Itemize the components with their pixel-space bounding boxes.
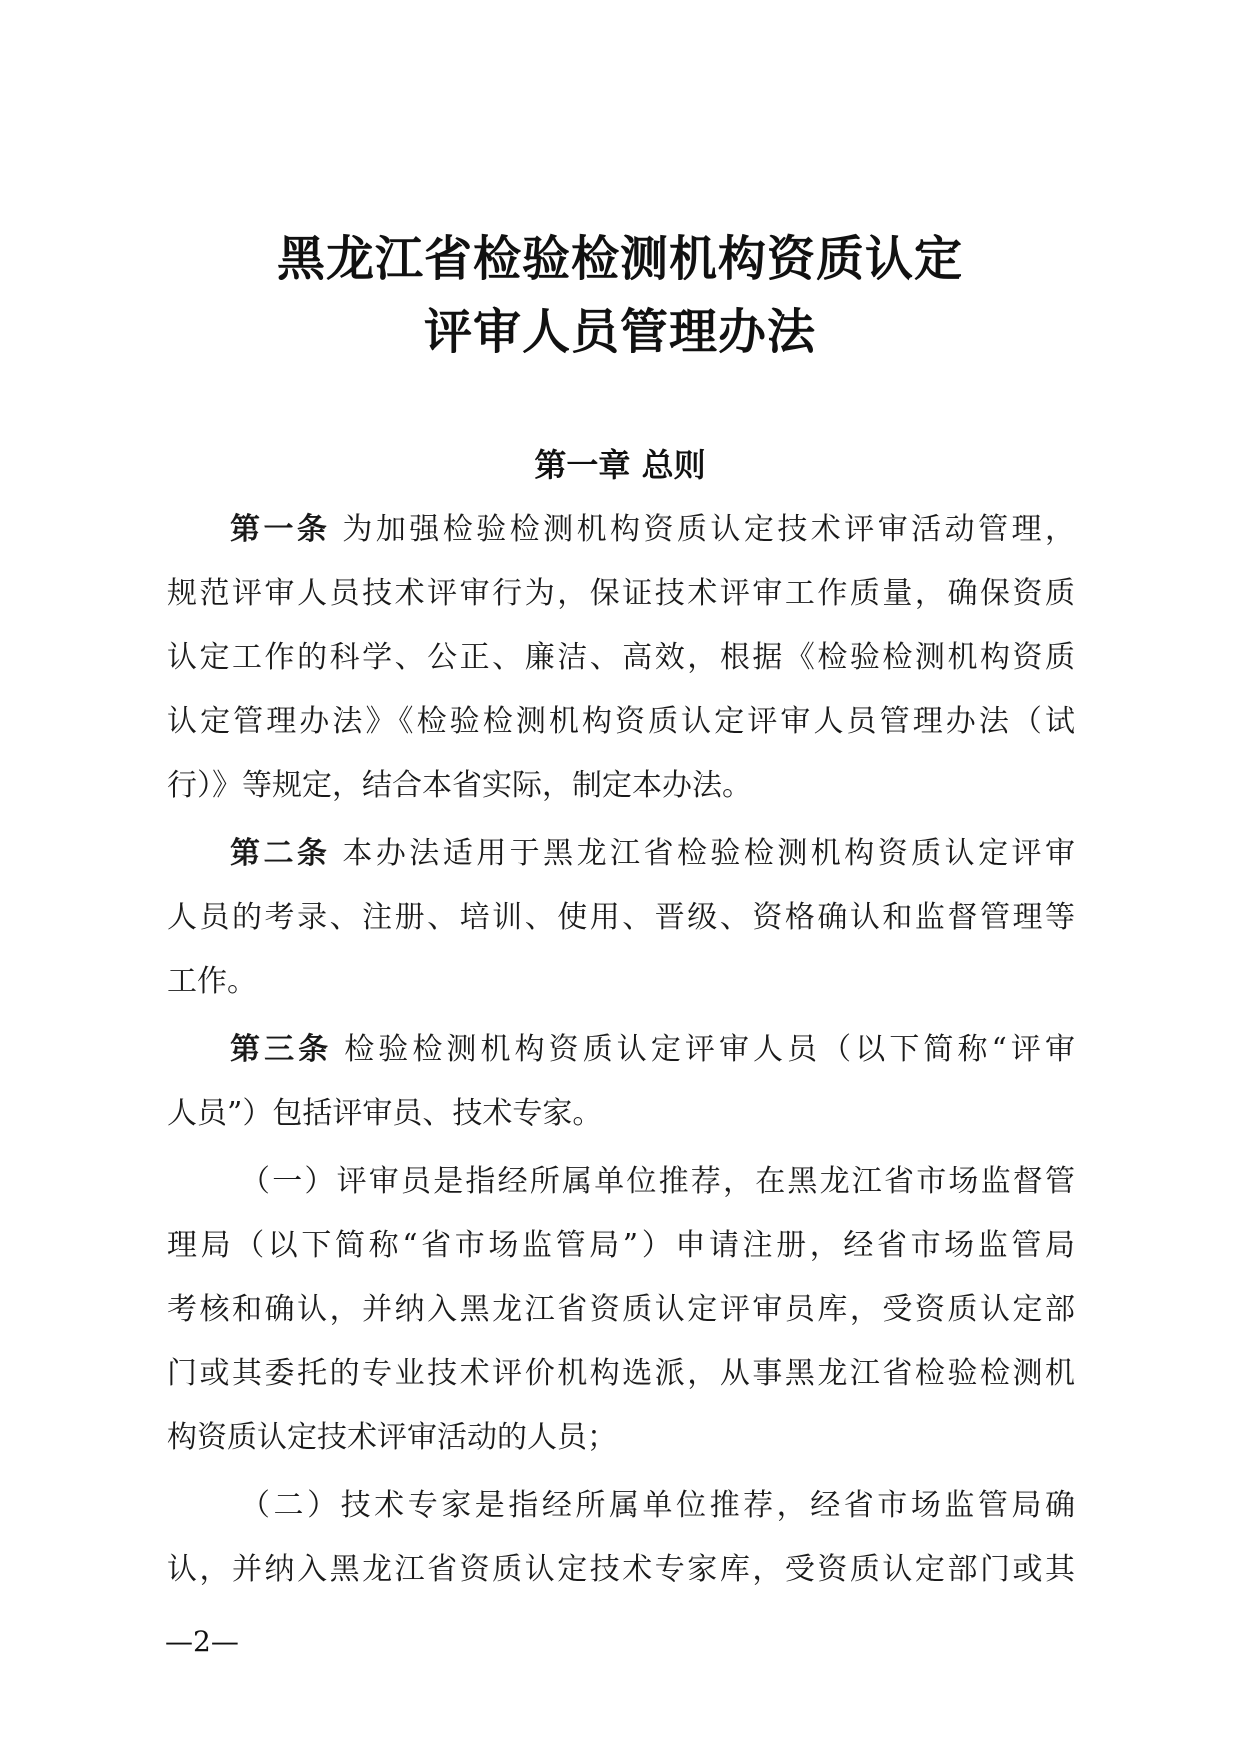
article-3-line-2: 人员”）包括评审员、技术专家。 <box>167 1096 603 1131</box>
article-1-label: 第一条 <box>230 512 331 547</box>
article-3-line-1 <box>230 1018 1075 1082</box>
item-2-line-1: （二）技术专家是指经所属单位推荐，经省市场监管局确 <box>240 1488 1075 1523</box>
item-1-line-4: 门或其委托的专业技术评价机构选派，从事黑龙江省检验检测机 <box>167 1356 1075 1391</box>
item-1-line-3: 考核和确认，并纳入黑龙江省资质认定评审员库，受资质认定部 <box>167 1292 1075 1327</box>
article-1-line-5: 行）》等规定，结合本省实际，制定本办法。 <box>167 768 752 803</box>
document-title-line-1: 黑龙江省检验检测机构资质认定 <box>276 231 963 287</box>
article-2-line-3: 工作。 <box>167 964 257 999</box>
article-2-text-1: 本办法适用于黑龙江省检验检测机构资质认定评审 <box>342 836 1075 871</box>
item-1-line-2: 理局（以下简称“省市场监管局”）申请注册，经省市场监管局 <box>167 1228 1075 1263</box>
item-1-line-5: 构资质认定技术评审活动的人员； <box>167 1420 617 1455</box>
page-number: —2— <box>165 1625 239 1658</box>
item-1-line-1: （一）评审员是指经所属单位推荐，在黑龙江省市场监督管 <box>240 1164 1075 1199</box>
article-2-line-2: 人员的考录、注册、培训、使用、晋级、资格确认和监督管理等 <box>167 900 1075 935</box>
article-1-line-4: 认定管理办法》《检验检测机构资质认定评审人员管理办法（试 <box>167 704 1075 739</box>
article-2-line-1 <box>230 822 1075 886</box>
chapter-heading: 第一章 总则 <box>534 446 706 484</box>
document-title-line-2: 评审人员管理办法 <box>423 304 816 360</box>
article-1-line-1 <box>230 498 1075 562</box>
article-3-label: 第三条 <box>230 1032 333 1067</box>
article-2-label: 第二条 <box>230 836 331 871</box>
item-2-line-2: 认，并纳入黑龙江省资质认定技术专家库，受资质认定部门或其 <box>167 1552 1075 1587</box>
article-1-line-3: 认定工作的科学、公正、廉洁、高效，根据《检验检测机构资质 <box>167 640 1075 675</box>
article-1-text-1: 为加强检验检测机构资质认定技术评审活动管理， <box>342 512 1075 547</box>
article-1-line-2: 规范评审人员技术评审行为，保证技术评审工作质量，确保资质 <box>167 576 1075 611</box>
article-3-text-1: 检验检测机构资质认定评审人员（以下简称“评审 <box>344 1032 1076 1067</box>
